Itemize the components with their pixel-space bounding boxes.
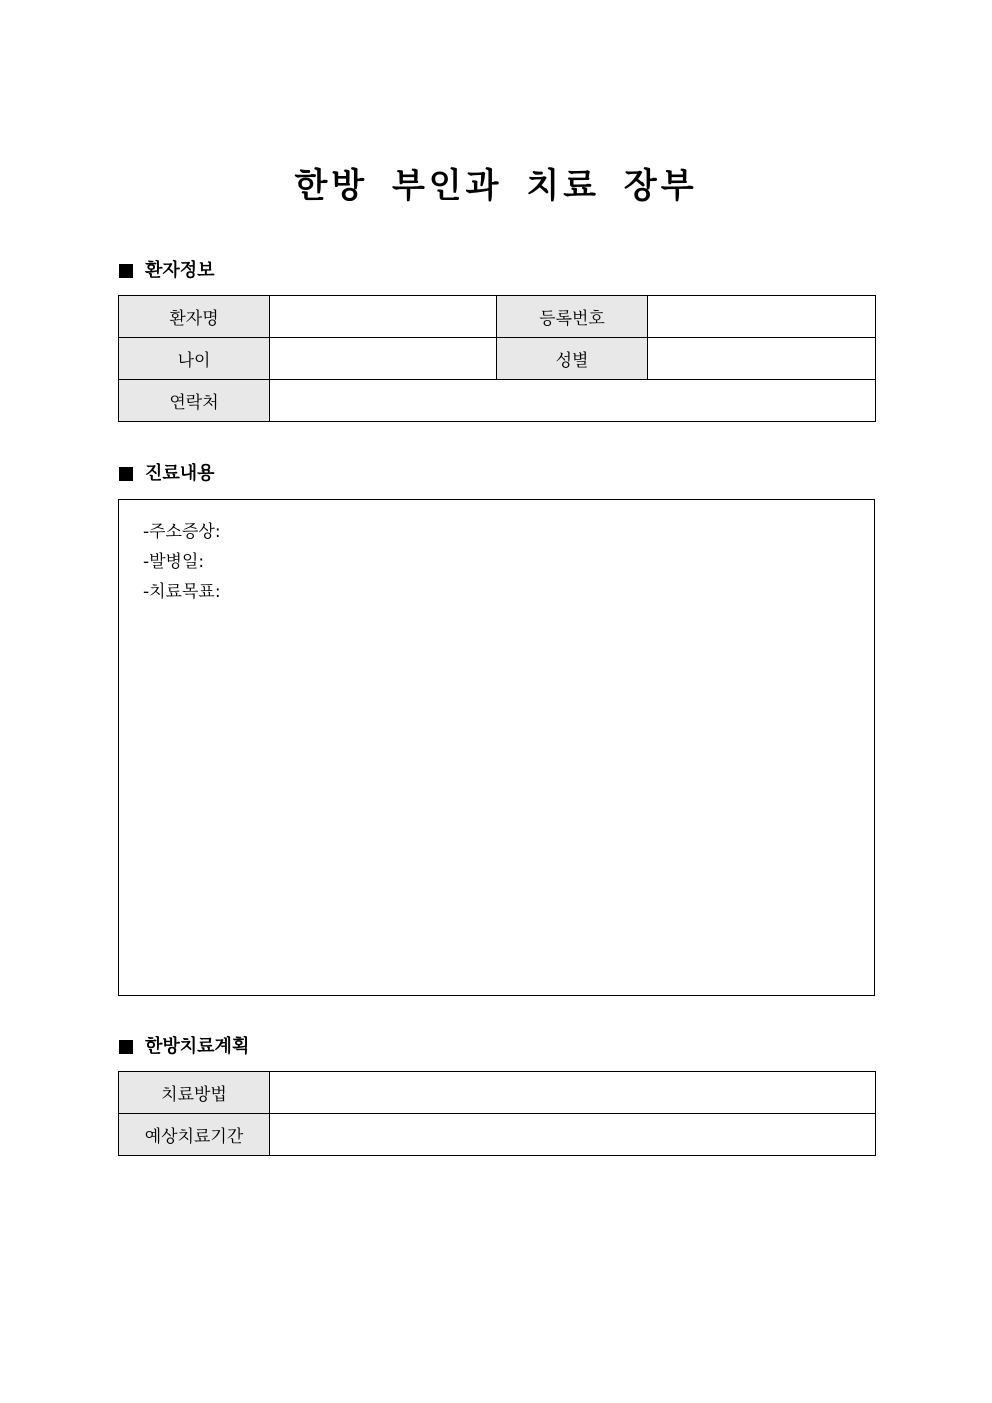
table-row (119, 380, 876, 422)
square-bullet-icon (119, 1040, 133, 1054)
section-heading-label: 환자정보 (145, 260, 215, 281)
square-bullet-icon (119, 264, 133, 278)
chief-complaint-line: -주소증상: (143, 522, 221, 542)
onset-date-line: -발병일: (143, 552, 205, 572)
registration-number-field[interactable] (648, 296, 876, 338)
treatment-method-field[interactable] (270, 1072, 876, 1114)
treatment-method-label: 치료방법 (119, 1072, 270, 1114)
table-row (119, 338, 876, 380)
section-heading-treatment-content (119, 462, 215, 486)
patient-name-label: 환자명 (119, 296, 270, 338)
treatment-plan-table (118, 1071, 876, 1156)
treatment-goal-line: -치료목표: (143, 582, 221, 602)
age-label: 나이 (119, 338, 270, 380)
table-row (119, 1072, 876, 1114)
gender-label: 성별 (497, 338, 648, 380)
section-heading-label: 진료내용 (145, 463, 215, 484)
table-row (119, 296, 876, 338)
page-title: 한방 부인과 치료 장부 (294, 166, 698, 206)
expected-period-field[interactable] (270, 1114, 876, 1156)
square-bullet-icon (119, 467, 133, 481)
patient-info-table (118, 295, 876, 422)
section-heading-label: 한방치료계획 (145, 1036, 250, 1057)
expected-period-label: 예상치료기간 (119, 1114, 270, 1156)
contact-field[interactable] (270, 380, 876, 422)
treatment-content-box[interactable] (118, 499, 875, 996)
gender-field[interactable] (648, 338, 876, 380)
contact-label: 연락처 (119, 380, 270, 422)
patient-name-field[interactable] (270, 296, 497, 338)
section-heading-patient-info (119, 259, 215, 283)
table-row (119, 1114, 876, 1156)
age-field[interactable] (270, 338, 497, 380)
treatment-content-lines (143, 517, 221, 607)
section-heading-treatment-plan (119, 1035, 249, 1059)
registration-number-label: 등록번호 (497, 296, 648, 338)
